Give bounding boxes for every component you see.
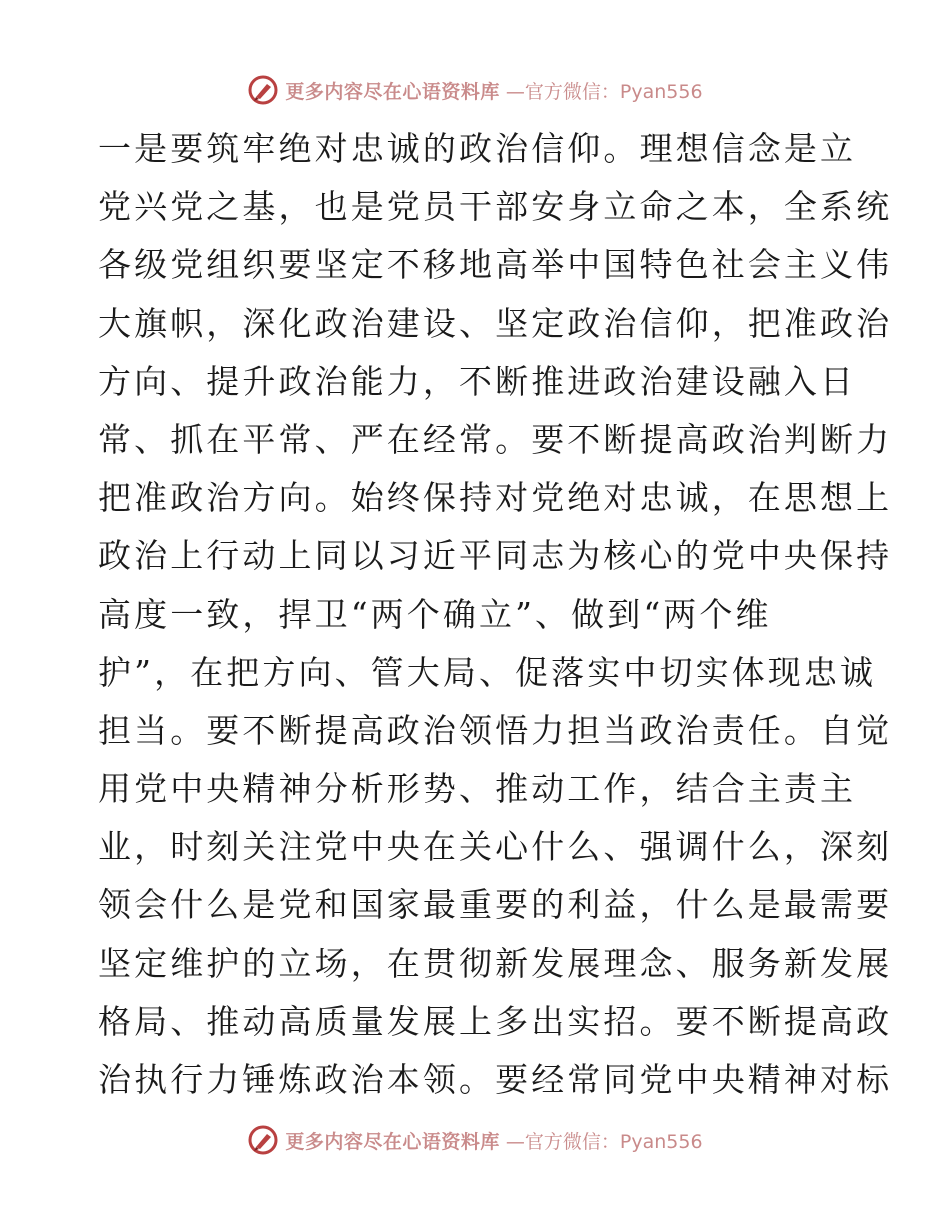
text-line: 各级党组织要坚定不移地高举中国特色社会主义伟 xyxy=(98,245,893,285)
pen-logo-icon xyxy=(247,74,279,106)
text-line: 坚定维护的立场，在贯彻新发展理念、服务新发展 xyxy=(98,943,893,983)
text-line: 担当。要不断提高政治领悟力担当政治责任。自觉 xyxy=(98,710,893,750)
text-line: 领会什么是党和国家最重要的利益，什么是最需要 xyxy=(98,885,893,925)
header-watermark xyxy=(0,70,950,110)
text-line: 业，时刻关注党中央在关心什么、强调什么，深刻 xyxy=(98,827,893,867)
pen-logo-icon xyxy=(247,1124,279,1156)
footer-watermark xyxy=(0,1120,950,1160)
text-line: 格局、推动高质量发展上多出实招。要不断提高政 xyxy=(98,1001,893,1041)
text-line: 护”，在把方向、管大局、促落实中切实体现忠诚 xyxy=(98,652,877,692)
watermark-wechat: —官方微信：Pyan556 xyxy=(505,1130,703,1153)
text-line: 高度一致，捍卫“两个确立”、做到“两个维 xyxy=(98,594,772,634)
watermark-text: 更多内容尽在心语资料库 xyxy=(285,1130,500,1153)
text-line: 政治上行动上同以习近平同志为核心的党中央保持 xyxy=(98,536,893,576)
text-line: 方向、提升政治能力，不断推进政治建设融入日 xyxy=(98,361,857,401)
watermark-wechat: —官方微信：Pyan556 xyxy=(505,80,703,103)
watermark-text: 更多内容尽在心语资料库 xyxy=(285,80,500,103)
text-line: 大旗帜，深化政治建设、坚定政治信仰，把准政治 xyxy=(98,303,893,343)
text-line: 一是要筑牢绝对忠诚的政治信仰。理想信念是立 xyxy=(98,129,857,168)
text-line: 党兴党之基，也是党员干部安身立命之本，全系统 xyxy=(98,187,893,227)
text-line: 常、抓在平常、严在经常。要不断提高政治判断力 xyxy=(98,419,893,459)
text-line: 治执行力锤炼政治本领。要经常同党中央精神对标 xyxy=(98,1060,893,1099)
text-line: 把准政治方向。始终保持对党绝对忠诚，在思想上 xyxy=(98,478,893,518)
document-body xyxy=(98,120,893,1109)
text-line: 用党中央精神分析形势、推动工作，结合主责主 xyxy=(98,769,857,809)
